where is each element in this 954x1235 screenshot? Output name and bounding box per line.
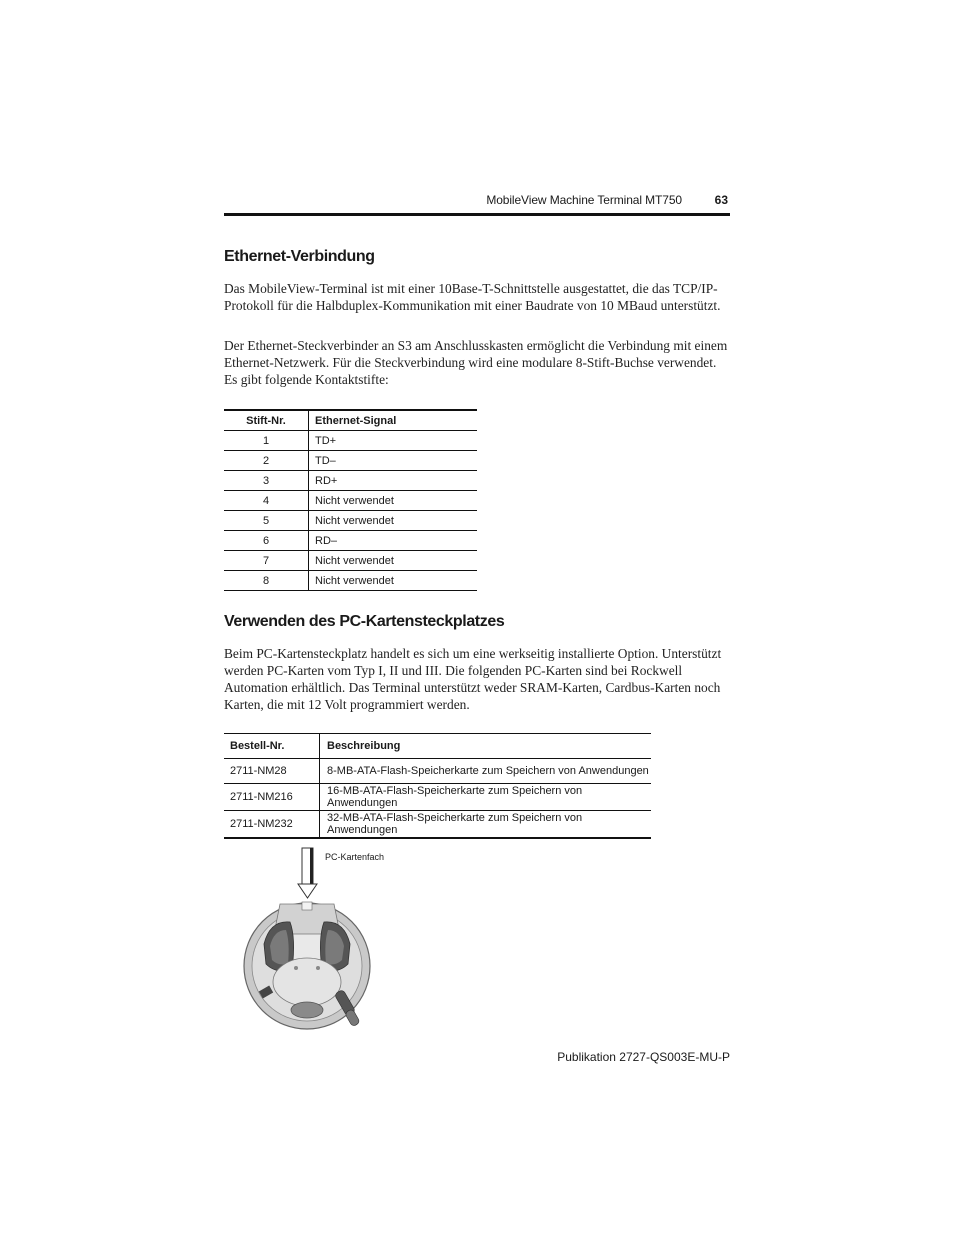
table-row bbox=[224, 491, 477, 511]
pin-number: 8 bbox=[224, 571, 309, 591]
column-header-beschreibung: Beschreibung bbox=[320, 734, 652, 759]
column-header-stift-nr: Stift-Nr. bbox=[224, 410, 309, 431]
pin-signal: TD– bbox=[309, 451, 478, 471]
pin-signal: Nicht verwendet bbox=[309, 551, 478, 571]
card-description: 8-MB-ATA-Flash-Speicherkarte zum Speichern von Anwendungen bbox=[320, 759, 652, 784]
table-row bbox=[224, 471, 477, 491]
table-row bbox=[224, 759, 651, 784]
order-number: 2711-NM232 bbox=[224, 811, 320, 839]
paragraph-ethernet-connector: Der Ethernet-Steckverbinder an S3 am Anschlusskasten ermöglicht die Verbindung mit einem Ethernet-Netzwerk. Für die Steckverbindung wird eine modulare 8-Stift-Buchse verwendet. Es gibt folgende Kontaktstifte: bbox=[224, 338, 728, 387]
column-header-bestell-nr: Bestell-Nr. bbox=[224, 734, 320, 759]
table-row bbox=[224, 811, 651, 839]
order-number: 2711-NM216 bbox=[224, 784, 320, 811]
table-row bbox=[224, 551, 477, 571]
table-row bbox=[224, 511, 477, 531]
table-header-row bbox=[224, 410, 477, 431]
pin-signal: Nicht verwendet bbox=[309, 571, 478, 591]
figure-label-pc-kartenfach: PC-Kartenfach bbox=[325, 852, 385, 862]
pin-number: 5 bbox=[224, 511, 309, 531]
pc-card-table bbox=[224, 733, 651, 839]
pin-number: 3 bbox=[224, 471, 309, 491]
document-title: MobileView Machine Terminal MT750 bbox=[486, 193, 682, 207]
terminal-device bbox=[244, 902, 370, 1029]
table-row bbox=[224, 571, 477, 591]
header-rule bbox=[224, 213, 730, 216]
heading-ethernet-verbindung: Ethernet-Verbindung bbox=[224, 248, 375, 265]
column-header-ethernet-signal: Ethernet-Signal bbox=[309, 410, 478, 431]
pin-signal: TD+ bbox=[309, 431, 478, 451]
table-row bbox=[224, 784, 651, 811]
page-number: 63 bbox=[714, 193, 728, 207]
table-row bbox=[224, 451, 477, 471]
pin-signal: Nicht verwendet bbox=[309, 511, 478, 531]
pin-number: 2 bbox=[224, 451, 309, 471]
paragraph-pc-card-intro: Beim PC-Kartensteckplatz handelt es sich um eine werkseitig installierte Option. Unterstützt werden PC-Karten vom Typ I, II und III. Die folgenden PC-Karten sind bei Rockwell Automation erhältlich. Das Terminal unterstützt weder SRAM-Karten, Cardbus-Karten noch Karten, die mit 12 Volt programmiert werden. bbox=[224, 646, 722, 712]
pin-number: 1 bbox=[224, 431, 309, 451]
card-description: 32-MB-ATA-Flash-Speicherkarte zum Speichern von Anwendungen bbox=[320, 811, 652, 839]
order-number: 2711-NM28 bbox=[224, 759, 320, 784]
paragraph-ethernet-intro: Das MobileView-Terminal ist mit einer 10Base-T-Schnittstelle ausgestattet, die das TCP/IP-Protokoll für die Halbduplex-Kommunikation mit einer Baudrate von 10 MBaud unterstützt. bbox=[224, 281, 721, 313]
pin-number: 6 bbox=[224, 531, 309, 551]
ethernet-pin-table bbox=[224, 409, 477, 591]
heading-pc-kartensteckplatz: Verwenden des PC-Kartensteckplatzes bbox=[224, 613, 505, 630]
pin-signal: RD+ bbox=[309, 471, 478, 491]
table-header-row bbox=[224, 734, 651, 759]
table-row bbox=[224, 431, 477, 451]
arrow-down-icon bbox=[298, 848, 317, 898]
pin-signal: RD– bbox=[309, 531, 478, 551]
pin-signal: Nicht verwendet bbox=[309, 491, 478, 511]
running-header bbox=[224, 192, 730, 210]
pin-number: 4 bbox=[224, 491, 309, 511]
table-row bbox=[224, 531, 477, 551]
publication-footer: Publikation 2727-QS003E-MU-P bbox=[557, 1050, 730, 1064]
terminal-back-illustration bbox=[236, 842, 386, 1034]
pin-number: 7 bbox=[224, 551, 309, 571]
card-description: 16-MB-ATA-Flash-Speicherkarte zum Speichern von Anwendungen bbox=[320, 784, 652, 811]
